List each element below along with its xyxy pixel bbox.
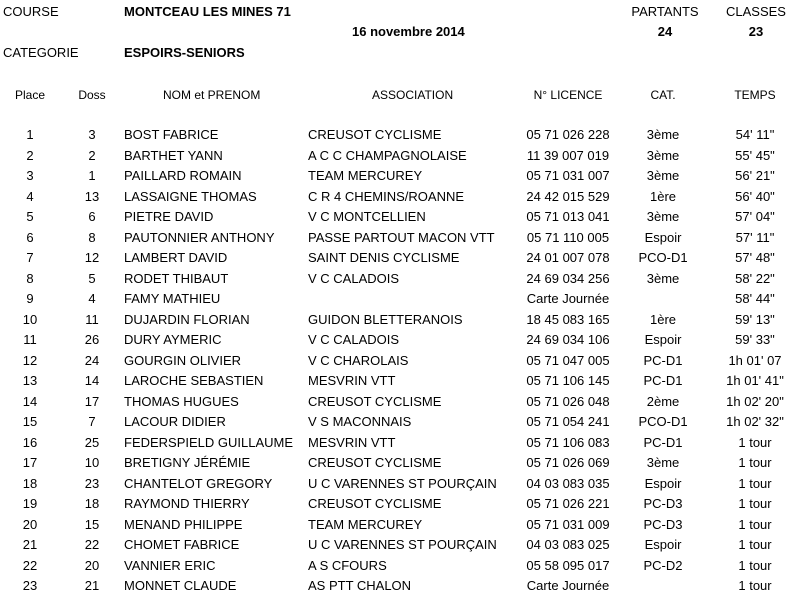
association-cell: U C VARENNES ST POURÇAIN [308, 537, 497, 552]
category-cell: 3ème [646, 270, 680, 286]
licence-cell: 05 71 013 041 [526, 209, 610, 224]
time-cell: 57' 04" [735, 209, 775, 224]
licence-cell: 24 69 034 106 [526, 332, 610, 347]
name-cell: VANNIER ERIC [124, 557, 216, 573]
time-cell: 1 tour [738, 496, 772, 511]
name-cell: RAYMOND THIERRY [124, 496, 250, 511]
place-cell: 13 [22, 373, 38, 388]
doss-cell: 23 [84, 475, 100, 491]
table-row [0, 515, 800, 536]
place-cell: 1 [26, 127, 34, 142]
licence-cell: 24 42 015 529 [526, 188, 610, 204]
licence-cell: 05 71 031 009 [526, 516, 610, 532]
name-cell: FAMY MATHIEU [124, 291, 221, 306]
association-cell: V C CALADOIS [308, 270, 400, 286]
table-row [0, 535, 800, 556]
table-row [0, 310, 800, 331]
table-row [0, 166, 800, 187]
association-cell: U C VARENNES ST POURÇAIN [308, 475, 497, 491]
name-cell: GOURGIN OLIVIER [124, 352, 242, 368]
name-cell: PAUTONNIER ANTHONY [124, 229, 275, 245]
place-cell: 11 [23, 332, 37, 347]
place-cell: 3 [26, 168, 34, 183]
place-cell: 21 [22, 537, 38, 552]
association-cell: CREUSOT CYCLISME [308, 496, 442, 511]
association-cell: V C CALADOIS [308, 332, 400, 347]
classes-label: CLASSES [726, 4, 786, 19]
category-cell: 2ème [646, 393, 680, 409]
doss-cell: 26 [84, 332, 100, 347]
table-row [0, 433, 800, 454]
col-header-place: Place [14, 88, 46, 102]
place-cell: 16 [22, 434, 38, 450]
licence-cell: 05 71 026 221 [526, 496, 610, 511]
doss-cell: 15 [84, 516, 100, 532]
doss-cell: 13 [84, 188, 100, 204]
association-cell: AS PTT CHALON [308, 578, 412, 593]
association-cell: CREUSOT CYCLISME [308, 393, 442, 409]
association-cell: A C C CHAMPAGNOLAISE [308, 147, 467, 163]
licence-cell: 05 71 026 048 [526, 393, 610, 409]
table-row [0, 412, 800, 433]
col-header-cat: CAT. [650, 88, 676, 102]
name-cell: BRETIGNY JÉRÉMIE [124, 455, 251, 470]
association-cell: MESVRIN VTT [308, 434, 396, 450]
category-cell: PC-D1 [643, 434, 683, 450]
category-cell: 1ère [649, 188, 677, 204]
categorie-label: CATEGORIE [3, 45, 79, 60]
doss-cell: 10 [84, 455, 100, 470]
place-cell: 23 [22, 578, 38, 593]
time-cell: 57' 11" [735, 229, 775, 245]
time-cell: 1h 02' 20" [726, 393, 784, 409]
table-row [0, 187, 800, 208]
place-cell: 8 [26, 270, 34, 286]
time-cell: 1h 02' 32" [726, 414, 784, 429]
category-cell: Espoir [644, 537, 682, 552]
partants-label: PARTANTS [631, 4, 699, 19]
licence-cell: 18 45 083 165 [526, 311, 610, 327]
association-cell: C R 4 CHEMINS/ROANNE [308, 188, 465, 204]
association-cell: SAINT DENIS CYCLISME [308, 250, 460, 265]
category-cell: PC-D1 [643, 352, 683, 368]
time-cell: 1 tour [738, 434, 772, 450]
licence-cell: 05 71 031 007 [526, 168, 610, 183]
licence-cell: 05 71 110 005 [526, 229, 610, 245]
name-cell: BARTHET YANN [124, 147, 223, 163]
time-cell: 1h 01' 07 [728, 352, 782, 368]
category-cell: Espoir [644, 332, 682, 347]
results-table [0, 125, 800, 597]
licence-cell: 05 71 047 005 [526, 352, 610, 368]
table-row [0, 330, 800, 351]
time-cell: 1 tour [738, 455, 772, 470]
categorie-value: ESPOIRS-SENIORS [124, 45, 245, 60]
licence-cell: Carte Journée [526, 291, 610, 306]
doss-cell: 22 [84, 537, 100, 552]
category-cell: Espoir [644, 229, 682, 245]
category-cell: PCO-D1 [638, 250, 688, 265]
doss-cell: 12 [84, 250, 100, 265]
place-cell: 10 [22, 311, 38, 327]
time-cell: 1 tour [738, 475, 772, 491]
place-cell: 6 [26, 229, 34, 245]
doss-cell: 17 [84, 393, 100, 409]
col-header-name: NOM et PRENOM [163, 88, 261, 102]
name-cell: MENAND PHILIPPE [124, 516, 243, 532]
time-cell: 59' 33" [735, 332, 775, 347]
licence-cell: 05 71 106 083 [526, 434, 610, 450]
category-cell: PC-D3 [643, 516, 683, 532]
table-row [0, 351, 800, 372]
licence-cell: 04 03 083 025 [526, 537, 610, 552]
table-row [0, 289, 800, 310]
time-cell: 1 tour [738, 516, 772, 532]
doss-cell: 4 [88, 291, 96, 306]
place-cell: 18 [22, 475, 38, 491]
association-cell: V S MACONNAIS [308, 414, 412, 429]
name-cell: FEDERSPIELD GUILLAUME [124, 434, 294, 450]
table-row [0, 125, 800, 146]
association-cell: GUIDON BLETTERANOIS [308, 311, 463, 327]
category-cell: 3ème [646, 209, 680, 224]
name-cell: PAILLARD ROMAIN [124, 168, 242, 183]
table-row [0, 494, 800, 515]
col-header-licence: N° LICENCE [533, 88, 603, 102]
name-cell: DUJARDIN FLORIAN [124, 311, 250, 327]
time-cell: 1 tour [738, 537, 772, 552]
table-row [0, 228, 800, 249]
doss-cell: 7 [88, 414, 96, 429]
race-date: 16 novembre 2014 [352, 24, 465, 39]
doss-cell: 24 [84, 352, 100, 368]
time-cell: 56' 21" [735, 168, 775, 183]
course-label: COURSE [3, 4, 59, 19]
place-cell: 14 [22, 393, 38, 409]
table-row [0, 474, 800, 495]
table-row [0, 392, 800, 413]
association-cell: A S CFOURS [308, 557, 387, 573]
table-row [0, 556, 800, 577]
doss-cell: 1 [88, 168, 96, 183]
association-cell: PASSE PARTOUT MACON VTT [308, 229, 495, 245]
partants-value: 24 [657, 24, 673, 39]
place-cell: 9 [26, 291, 34, 306]
name-cell: CHANTELOT GREGORY [124, 475, 273, 491]
licence-cell: Carte Journée [526, 578, 610, 593]
table-row [0, 371, 800, 392]
name-cell: DURY AYMERIC [124, 332, 222, 347]
col-header-doss: Doss [78, 88, 106, 102]
name-cell: LASSAIGNE THOMAS [124, 188, 257, 204]
category-cell: PC-D3 [643, 496, 683, 511]
table-row [0, 576, 800, 597]
time-cell: 1 tour [738, 578, 772, 593]
licence-cell: 11 39 007 019 [526, 147, 610, 163]
col-header-association: ASSOCIATION [372, 88, 454, 102]
table-row [0, 453, 800, 474]
category-cell: PC-D2 [643, 557, 683, 573]
col-header-temps: TEMPS [734, 88, 776, 102]
doss-cell: 20 [84, 557, 100, 573]
licence-cell: 05 71 026 069 [526, 455, 610, 470]
association-cell: V C MONTCELLIEN [308, 209, 426, 224]
time-cell: 54' 11" [735, 127, 775, 142]
category-cell: 3ème [646, 127, 680, 142]
category-cell: PCO-D1 [638, 414, 688, 429]
time-cell: 58' 22" [735, 270, 775, 286]
name-cell: LAROCHE SEBASTIEN [124, 373, 264, 388]
doss-cell: 25 [84, 434, 100, 450]
place-cell: 22 [22, 557, 38, 573]
place-cell: 20 [22, 516, 38, 532]
name-cell: BOST FABRICE [124, 127, 219, 142]
name-cell: LAMBERT DAVID [124, 250, 228, 265]
licence-cell: 24 69 034 256 [526, 270, 610, 286]
place-cell: 17 [22, 455, 38, 470]
place-cell: 4 [26, 188, 34, 204]
table-row [0, 146, 800, 167]
name-cell: CHOMET FABRICE [124, 537, 240, 552]
table-row [0, 248, 800, 269]
classes-value: 23 [748, 24, 764, 39]
table-row [0, 207, 800, 228]
licence-cell: 05 58 095 017 [526, 557, 610, 573]
time-cell: 1h 01' 41" [726, 373, 784, 388]
doss-cell: 6 [88, 209, 96, 224]
name-cell: RODET THIBAUT [124, 270, 229, 286]
place-cell: 15 [22, 414, 38, 429]
doss-cell: 11 [85, 311, 99, 327]
licence-cell: 05 71 106 145 [526, 373, 610, 388]
place-cell: 2 [26, 147, 34, 163]
category-cell: 3ème [646, 455, 680, 470]
category-cell: 3ème [646, 147, 680, 163]
name-cell: THOMAS HUGUES [124, 393, 239, 409]
licence-cell: 04 03 083 035 [526, 475, 610, 491]
doss-cell: 8 [88, 229, 96, 245]
time-cell: 1 tour [738, 557, 772, 573]
association-cell: V C CHAROLAIS [308, 352, 409, 368]
doss-cell: 21 [84, 578, 100, 593]
table-row [0, 269, 800, 290]
association-cell: TEAM MERCUREY [308, 516, 423, 532]
category-cell: 3ème [646, 168, 680, 183]
association-cell: MESVRIN VTT [308, 373, 396, 388]
licence-cell: 24 01 007 078 [526, 250, 610, 265]
category-cell: Espoir [644, 475, 682, 491]
time-cell: 55' 45" [735, 147, 775, 163]
place-cell: 19 [22, 496, 38, 511]
place-cell: 5 [26, 209, 34, 224]
licence-cell: 05 71 026 228 [526, 127, 610, 142]
name-cell: MONNET CLAUDE [124, 578, 237, 593]
time-cell: 59' 13" [735, 311, 775, 327]
name-cell: LACOUR DIDIER [124, 414, 226, 429]
place-cell: 12 [22, 352, 38, 368]
doss-cell: 18 [84, 496, 100, 511]
time-cell: 56' 40" [735, 188, 775, 204]
category-cell: PC-D1 [643, 373, 683, 388]
association-cell: CREUSOT CYCLISME [308, 127, 442, 142]
time-cell: 58' 44" [735, 291, 775, 306]
course-value: MONTCEAU LES MINES 71 [124, 4, 291, 19]
doss-cell: 14 [84, 373, 100, 388]
time-cell: 57' 48" [735, 250, 775, 265]
doss-cell: 2 [88, 147, 96, 163]
place-cell: 7 [26, 250, 34, 265]
category-cell: 1ère [649, 311, 677, 327]
licence-cell: 05 71 054 241 [526, 414, 610, 429]
doss-cell: 5 [88, 270, 96, 286]
association-cell: TEAM MERCUREY [308, 168, 423, 183]
name-cell: PIETRE DAVID [124, 209, 214, 224]
doss-cell: 3 [88, 127, 96, 142]
association-cell: CREUSOT CYCLISME [308, 455, 442, 470]
